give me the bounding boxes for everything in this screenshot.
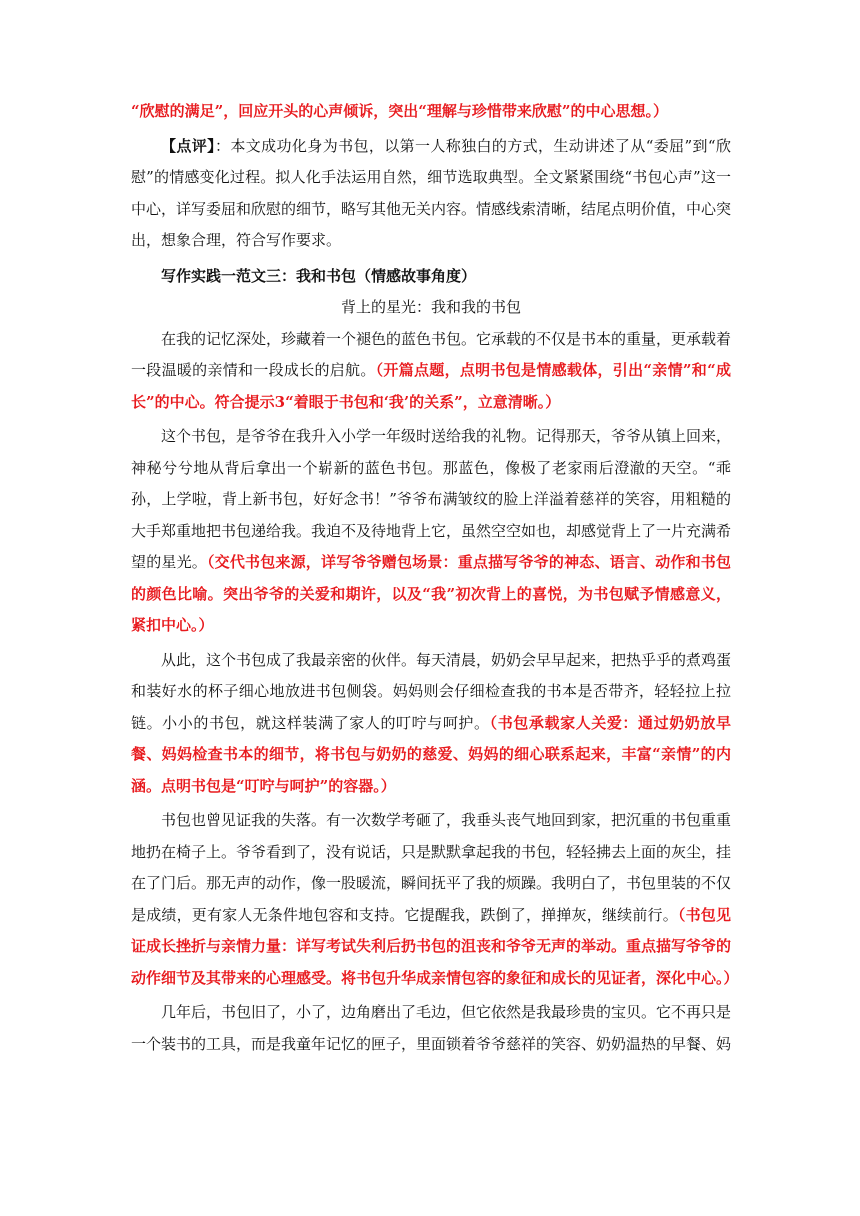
essay-paragraph-2 — [131, 421, 731, 642]
paragraph-text: 从此，这个书包成了我最亲密的伙伴。每天清晨，奶奶会早早起来，把热乎乎的煮鸡蛋和装好水的杯子细心地放进书包侧袋。妈妈则会仔细检查我的书本是否带齐，轻轻拉上拉链。小小的书包，就这样装满了家人的叮咛与呵护。 — [131, 650, 732, 732]
paragraph-note: （书包见证成长挫折与亲情力量：详写考试失利后扔书包的沮丧和爷爷无声的举动。重点描写爷爷的动作细节及其带来的心理感受。将书包升华成亲情包容的象征和成长的见证者，深化中心。） — [131, 905, 739, 987]
review-label: 【点评】 — [161, 136, 216, 155]
paragraph-note: （开篇点题，点明书包是情感载体，引出“亲情”和“成长”的中心。符合提示3“着眼于书包和‘我’的关系”，立意清晰。） — [131, 361, 731, 411]
paragraph-note: （书包承载家人关爱：通过奶奶放早餐、妈妈检查书本的细节，将书包与奶奶的慈爱、妈妈的细心联系起来，丰富“亲情”的内涵。点明书包是“叮咛与呵护”的容器。） — [131, 713, 731, 795]
paragraph-text: 几年后，书包旧了，小了，边角磨出了毛边，但它依然是我最珍贵的宝贝。它不再只是一个装书的工具，而是我童年记忆的匣子，里面锁着爷爷慈祥的笑容、奶奶温热的早餐、妈 — [131, 1003, 732, 1053]
essay-paragraph-5 — [131, 997, 731, 1060]
paragraph-note: （交代书包来源，详写爷爷赠包场景：重点描写爷爷的神态、语言、动作和书包的颜色比喻。突出爷爷的关爱和期许，以及“我”初次背上的喜悦，为书包赋予情感意义，紧扣中心。） — [131, 553, 731, 634]
paragraph-text: 书包也曾见证我的失落。有一次数学考砸了，我垂头丧气地回到家，把沉重的书包重重地扔在椅子上。爷爷看到了，没有说话，只是默默拿起我的书包，轻轻拂去上面的灰尘，挂在了门后。那无声的动作，像一股暖流，瞬间抚平了我的烦躁。我明白了，书包里装的不仅是成绩，更有家人无条件地包容和支持。它提醒我，跌倒了，掸掸灰，继续前行。 — [131, 811, 732, 924]
paragraph-text: 在我的记忆深处，珍藏着一个褪色的蓝色书包。它承载的不仅是书本的重量，更承载着一段温暖的亲情和一段成长的启航。 — [131, 329, 732, 379]
intro-note: “欣慰的满足”，回应开头的心声倾诉，突出“理解与珍惜带来欣慰”的中心思想。） — [131, 102, 669, 120]
essay-title: 背上的星光：我和我的书包 — [340, 298, 521, 316]
section-heading: 写作实践一范文三：我和书包（情感故事角度） — [161, 266, 477, 285]
review-paragraph — [131, 131, 731, 257]
essay-paragraph-4 — [131, 805, 739, 994]
essay-paragraph-1 — [131, 324, 731, 419]
paragraph-text: 这个书包，是爷爷在我升入小学一年级时送给我的礼物。记得那天，爷爷从镇上回来，神秘兮兮地从背后拿出一个崭新的蓝色书包。那蓝色，像极了老家雨后澄澈的天空。“乖孙，上学啦，背上新书包，好好念书！”爷爷布满皱纹的脸上洋溢着慈祥的笑容，用粗糙的大手郑重地把书包递给我。我迫不及待地背上它，虽然空空如也，却感觉背上了一片充满希望的星光。 — [131, 427, 732, 571]
review-text: ：本文成功化身为书包，以第一人称独白的方式，生动讲述了从“委屈”到“欣慰”的情感变化过程。拟人化手法运用自然，细节选取典型。全文紧紧围绕“书包心声”这一中心，详写委屈和欣慰的细节，略写其他无关内容。情感线索清晰，结尾点明价值，中心突出，想象合理，符合写作要求。 — [131, 136, 732, 249]
essay-paragraph-3 — [131, 645, 731, 803]
document-page — [131, 96, 739, 1060]
